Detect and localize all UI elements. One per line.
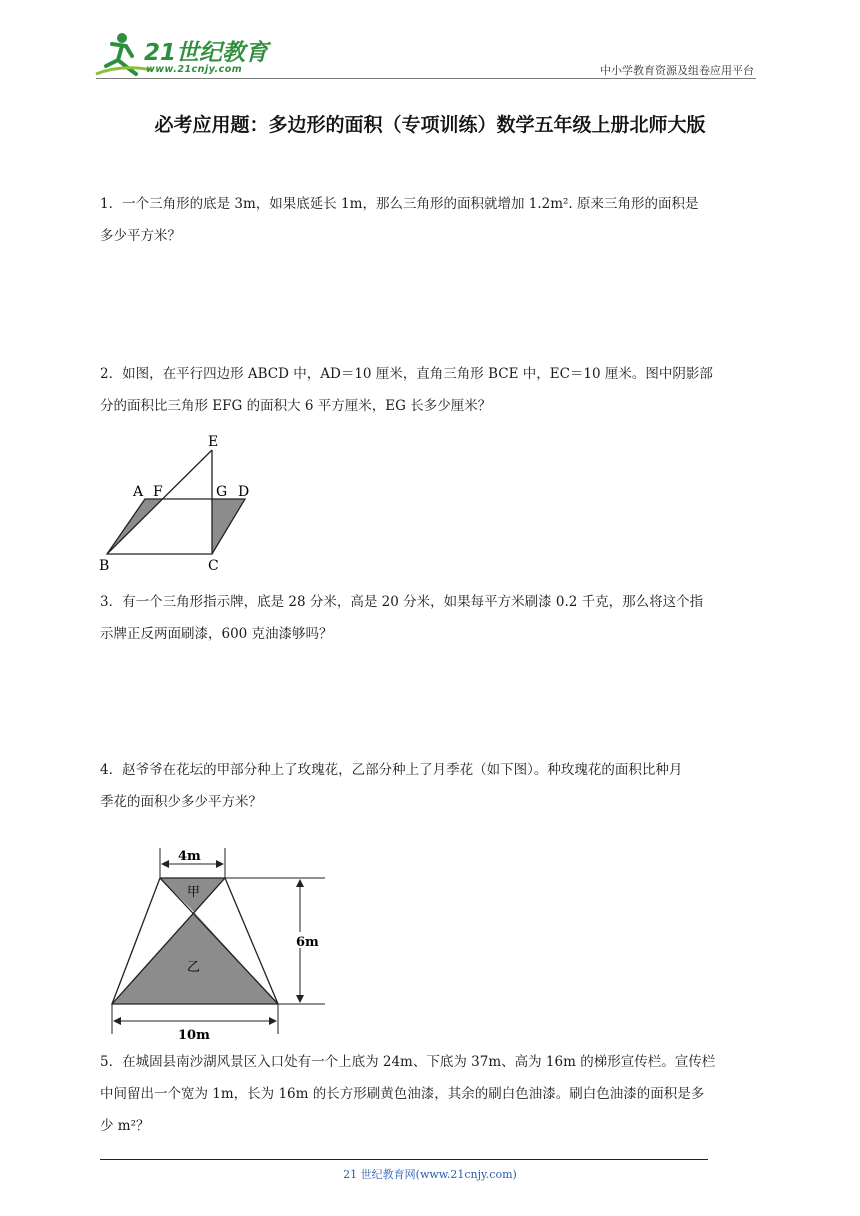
page-title: 必考应用题：多边形的面积（专项训练）数学五年级上册北师大版 [154,114,706,136]
logo-text: 21世纪教育 [144,40,269,66]
question-4-line-1: 4．赵爷爷在花坛的甲部分种上了玫瑰花，乙部分种上了月季花（如下图）。种玫瑰花的面积比种月 [100,762,683,778]
question-1-line-1: 1．一个三角形的底是 3m，如果底延长 1m，那么三角形的面积就增加 1.2m². 原来三角形的面积是 [100,196,699,212]
header-platform-text: 中小学教育资源及组卷应用平台 [600,64,754,77]
question-1-line-2: 多少平方米？ [100,228,181,244]
label-a: A [133,484,144,500]
question-2-line-2: 分的面积比三角形 EFG 的面积大 6 平方厘米，EG 长多少厘米？ [100,398,492,414]
question-1 [100,188,760,252]
label-top-width: 4m [178,849,201,864]
logo-url: www.21cnjy.com [146,64,243,75]
question-5 [100,1046,760,1142]
question-5-line-2: 中间留出一个宽为 1m，长为 16m 的长方形刷黄色油漆，其余的刷白色油漆。刷白色油漆的面积是多 [100,1086,705,1102]
label-yi: 乙 [187,960,201,975]
label-f: F [153,484,163,500]
label-jia: 甲 [187,885,201,900]
header-divider [96,78,756,79]
label-height: 6m [296,935,319,950]
label-bottom-width: 10m [178,1028,210,1043]
question-3-line-2: 示牌正反两面刷漆，600 克油漆够吗？ [100,626,333,642]
figure-parallelogram [95,428,265,578]
region-yi [112,912,278,1004]
question-5-line-3: 少 m²？ [100,1118,150,1134]
question-3 [100,586,760,650]
question-4 [100,754,760,818]
figure-flowerbed [100,840,340,1045]
label-d: D [238,484,250,500]
question-3-line-1: 3．有一个三角形指示牌，底是 28 分米，高是 20 分米，如果每平方米刷漆 0.2 千克，那么将这个指 [100,594,704,610]
line-be [107,450,212,554]
footer-divider [100,1159,708,1160]
label-b: B [99,558,110,574]
label-g: G [216,484,228,500]
label-c: C [208,558,219,574]
label-e: E [208,434,219,450]
question-2-line-1: 2．如图，在平行四边形 ABCD 中，AD＝10 厘米，直角三角形 BCE 中，EC＝10 厘米。图中阴影部 [100,366,713,382]
question-5-line-1: 5．在城固县南沙湖风景区入口处有一个上底为 24m、下底为 37m、高为 16m 的梯形宣传栏。宣传栏 [100,1054,716,1070]
footer-link[interactable]: 21 世纪教育网(www.21cnjy.com) [343,1168,517,1181]
question-2 [100,358,760,422]
question-4-line-2: 季花的面积少多少平方米？ [100,794,262,810]
